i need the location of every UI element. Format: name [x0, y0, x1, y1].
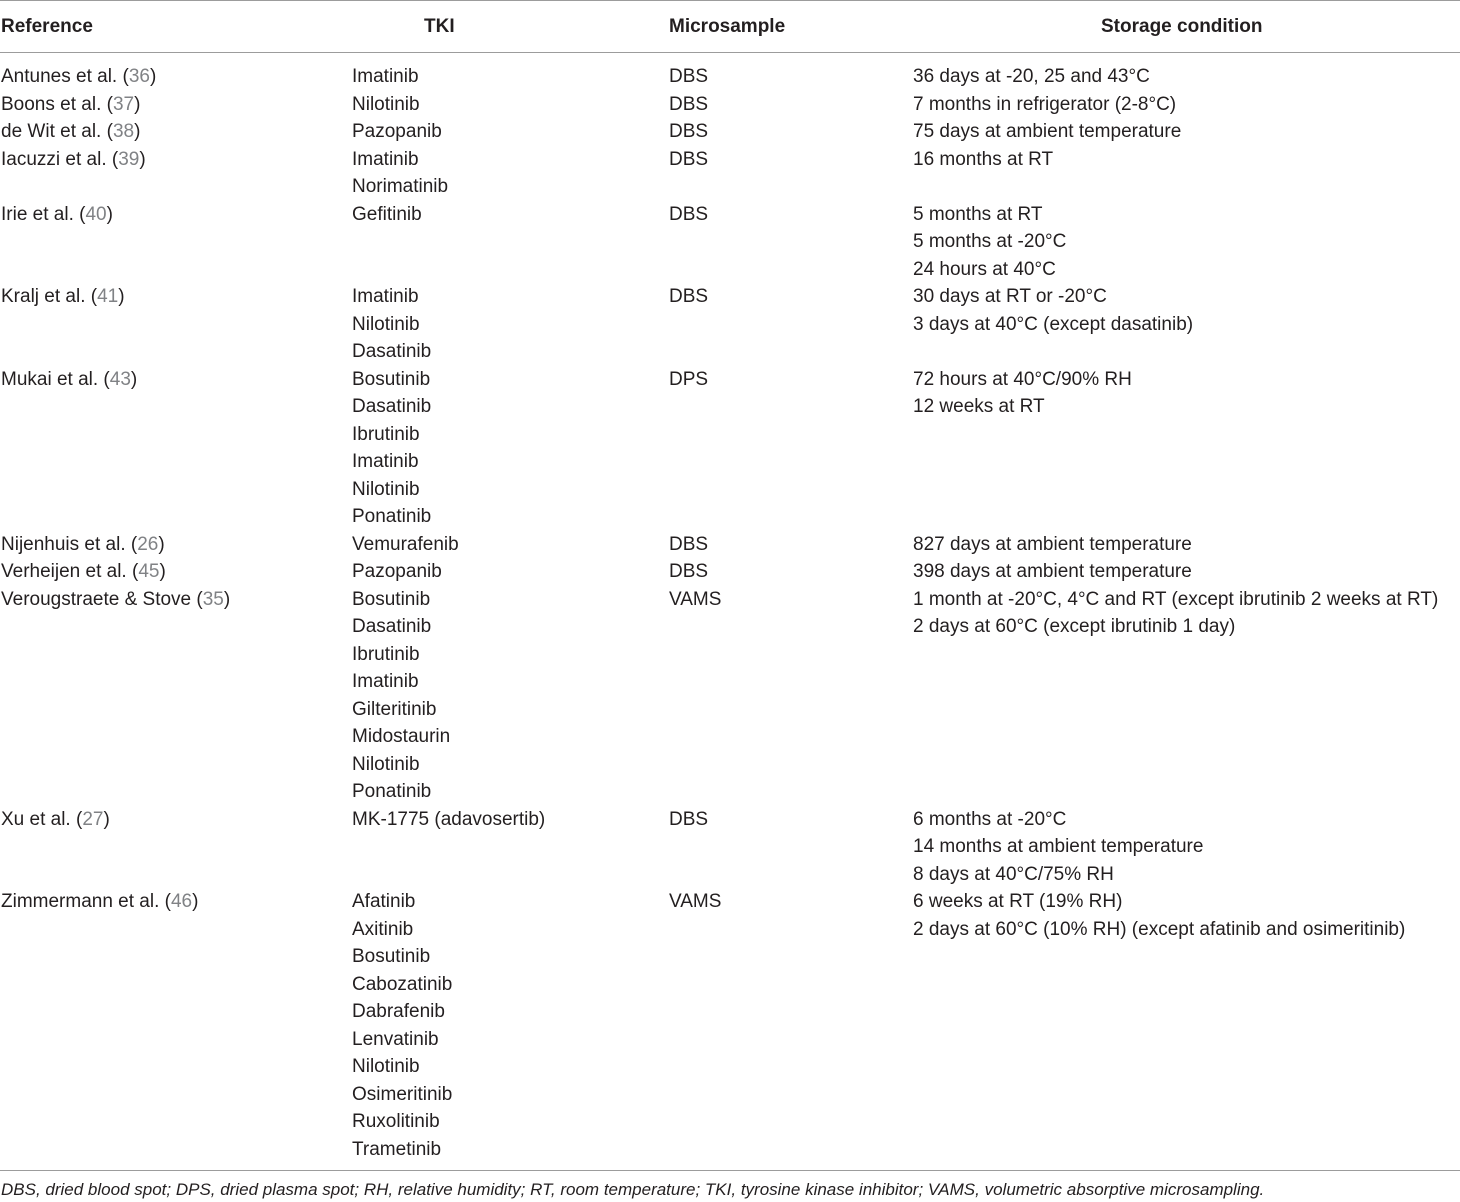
storage-condition-cell — [913, 531, 1192, 559]
reference-name: Boons et al. — [1, 93, 102, 115]
microsample-cell: DBS — [669, 533, 709, 555]
reference-number-link[interactable]: 36 — [128, 66, 150, 87]
tki-cell — [352, 118, 442, 146]
reference-cell: Verougstraete & Stove (35) — [1, 588, 231, 610]
tki-drug: Lenvatinib — [352, 1028, 439, 1050]
storage-condition-cell — [913, 806, 1203, 889]
tki-drug: Pazopanib — [352, 121, 442, 142]
storage-condition-line: 16 months at RT — [913, 148, 1054, 170]
storage-condition-cell — [913, 91, 1176, 119]
tki-drug: Nilotinib — [352, 1056, 420, 1077]
reference-name: Verougstraete & Stove — [1, 588, 192, 610]
tki-cell — [352, 366, 431, 531]
tki-drug: Imatinib — [352, 66, 419, 87]
tki-drug: Nilotinib — [352, 478, 420, 500]
top-rule — [0, 0, 1460, 1]
reference-name: Nijenhuis et al. — [1, 533, 126, 555]
storage-condition-line: 827 days at ambient temperature — [913, 533, 1192, 555]
storage-condition-line: 6 weeks at RT (19% RH) — [913, 891, 1123, 912]
tki-drug: Norimatinib — [352, 176, 449, 197]
tki-cell — [352, 806, 545, 834]
storage-condition-line: 3 days at 40°C (except dasatinib) — [913, 313, 1194, 335]
tki-cell — [352, 586, 450, 806]
tki-drug: Ponatinib — [352, 781, 432, 802]
tki-cell — [352, 888, 452, 1163]
tki-drug: Nilotinib — [352, 313, 420, 335]
reference-name: Verheijen et al. — [1, 561, 127, 582]
reference-name: Xu et al. — [1, 808, 71, 830]
reference-number-link[interactable]: 46 — [170, 891, 193, 912]
reference-number-link[interactable]: 41 — [97, 286, 119, 307]
reference-number-link[interactable]: 39 — [118, 148, 140, 170]
storage-condition-line: 5 months at RT — [913, 203, 1043, 225]
tki-drug: Vemurafenib — [352, 533, 459, 555]
storage-condition-line: 8 days at 40°C/75% RH — [913, 863, 1114, 885]
storage-condition-line: 7 months in refrigerator (2-8°C) — [913, 93, 1177, 115]
storage-condition-line: 2 days at 60°C (10% RH) (except afatinib and osimeritinib) — [913, 918, 1406, 940]
storage-condition-line: 12 weeks at RT — [913, 396, 1045, 417]
reference-cell: Kralj et al. (41) — [1, 286, 125, 307]
tki-cell — [352, 283, 431, 366]
storage-condition-line: 24 hours at 40°C — [913, 258, 1056, 280]
tki-drug: Ibrutinib — [352, 643, 420, 665]
microsample-cell: DBS — [669, 148, 709, 170]
reference-number-link[interactable]: 37 — [112, 93, 135, 115]
storage-condition-cell — [913, 888, 1405, 943]
header-rule — [0, 52, 1460, 53]
reference-number-link[interactable]: 40 — [85, 203, 107, 225]
header-storage-condition: Storage condition — [1101, 16, 1263, 37]
reference-name: Mukai et al. — [1, 368, 99, 390]
tki-drug: Dasatinib — [352, 341, 432, 362]
tki-drug: MK-1775 (adavosertib) — [352, 808, 546, 830]
storage-condition-cell — [913, 283, 1193, 338]
storage-condition-cell — [913, 146, 1053, 174]
reference-cell: de Wit et al. (38) — [1, 121, 141, 142]
microsample-cell: DBS — [669, 808, 709, 830]
microsample-cell: DBS — [669, 66, 709, 87]
reference-cell: Antunes et al. (36) — [1, 66, 157, 87]
microsample-cell: DPS — [669, 368, 709, 390]
tki-drug: Dabrafenib — [352, 1001, 445, 1022]
reference-cell: Nijenhuis et al. (26) — [1, 533, 165, 555]
tki-drug: Axitinib — [352, 918, 414, 940]
reference-cell: Zimmermann et al. (46) — [1, 891, 199, 912]
tki-drug: Trametinib — [352, 1138, 442, 1160]
reference-cell: Iacuzzi et al. (39) — [1, 148, 146, 170]
microsample-cell: DBS — [669, 121, 709, 142]
storage-condition-line: 398 days at ambient temperature — [913, 561, 1192, 582]
tki-drug: Imatinib — [352, 671, 419, 692]
storage-condition-cell — [913, 201, 1066, 284]
storage-condition-line: 75 days at ambient temperature — [913, 121, 1182, 142]
storage-condition-line: 72 hours at 40°C/90% RH — [913, 368, 1132, 390]
reference-name: Antunes et al. — [1, 66, 118, 87]
storage-condition-cell — [913, 558, 1192, 586]
tki-drug: Bosutinib — [352, 368, 431, 390]
tki-drug: Midostaurin — [352, 726, 451, 747]
tki-drug: Imatinib — [352, 148, 419, 170]
microsample-cell: DBS — [669, 203, 709, 225]
tki-cell — [352, 63, 419, 91]
tki-drug: Gilteritinib — [352, 698, 437, 720]
storage-condition-cell — [913, 63, 1150, 91]
tki-drug: Ponatinib — [352, 506, 432, 527]
tki-drug: Ruxolitinib — [352, 1111, 440, 1132]
tki-drug: Gefitinib — [352, 203, 422, 225]
microsample-cell: VAMS — [669, 891, 722, 912]
reference-cell: Boons et al. (37) — [1, 93, 141, 115]
tki-drug: Osimeritinib — [352, 1083, 453, 1105]
microsample-cell: DBS — [669, 93, 709, 115]
header-reference: Reference — [1, 16, 93, 37]
bottom-rule — [0, 1170, 1460, 1171]
storage-condition-line: 36 days at -20, 25 and 43°C — [913, 66, 1150, 87]
storage-condition-line: 30 days at RT or -20°C — [913, 286, 1107, 307]
microsample-cell: DBS — [669, 561, 709, 582]
tki-drug: Bosutinib — [352, 588, 431, 610]
storage-condition-cell — [913, 586, 1438, 641]
storage-condition-line: 6 months at -20°C — [913, 808, 1067, 830]
table-footnote: DBS, dried blood spot; DPS, dried plasma spot; RH, relative humidity; RT, room temperature; TKI, tyrosine kinase inhibitor; VAMS, volumetric absorptive microsampling. — [1, 1180, 1265, 1199]
reference-cell: Xu et al. (27) — [1, 808, 110, 830]
tki-cell — [352, 201, 422, 229]
storage-condition-line: 1 month at -20°C, 4°C and RT (except ibrutinib 2 weeks at RT) — [913, 588, 1439, 610]
tki-drug: Dasatinib — [352, 396, 432, 417]
tki-drug: Nilotinib — [352, 93, 420, 115]
reference-name: Irie et al. — [1, 203, 74, 225]
reference-number-link[interactable]: 45 — [138, 561, 160, 582]
microsample-cell: VAMS — [669, 588, 722, 610]
tki-drug: Ibrutinib — [352, 423, 420, 445]
reference-cell: Mukai et al. (43) — [1, 368, 138, 390]
storage-condition-line: 5 months at -20°C — [913, 231, 1067, 252]
reference-name: Iacuzzi et al. — [1, 148, 107, 170]
tki-drug: Dasatinib — [352, 616, 432, 637]
microsample-cell: DBS — [669, 286, 709, 307]
tki-cell — [352, 531, 459, 559]
tki-cell — [352, 91, 420, 119]
tki-drug: Pazopanib — [352, 561, 442, 582]
header-tki: TKI — [424, 16, 455, 37]
tki-drug: Imatinib — [352, 286, 419, 307]
storage-condition-cell — [913, 366, 1132, 421]
tki-cell — [352, 146, 448, 201]
tki-drug: Imatinib — [352, 451, 419, 472]
reference-number-link[interactable]: 43 — [109, 368, 131, 390]
reference-cell: Verheijen et al. (45) — [1, 561, 166, 582]
tki-drug: Afatinib — [352, 891, 416, 912]
reference-name: Zimmermann et al. — [1, 891, 160, 912]
storage-condition-line: 14 months at ambient temperature — [913, 836, 1204, 857]
reference-number-link[interactable]: 38 — [112, 121, 135, 142]
reference-number-link[interactable]: 26 — [137, 533, 159, 555]
tki-cell — [352, 558, 442, 586]
reference-cell: Irie et al. (40) — [1, 203, 113, 225]
reference-name: Kralj et al. — [1, 286, 86, 307]
storage-condition-line: 2 days at 60°C (except ibrutinib 1 day) — [913, 616, 1236, 637]
tki-drug: Nilotinib — [352, 753, 420, 775]
reference-number-link[interactable]: 27 — [82, 808, 104, 830]
header-microsample: Microsample — [669, 16, 786, 37]
storage-condition-cell — [913, 118, 1181, 146]
tki-drug: Cabozatinib — [352, 973, 453, 995]
reference-number-link[interactable]: 35 — [202, 588, 224, 610]
tki-drug: Bosutinib — [352, 946, 431, 967]
reference-name: de Wit et al. — [1, 121, 102, 142]
